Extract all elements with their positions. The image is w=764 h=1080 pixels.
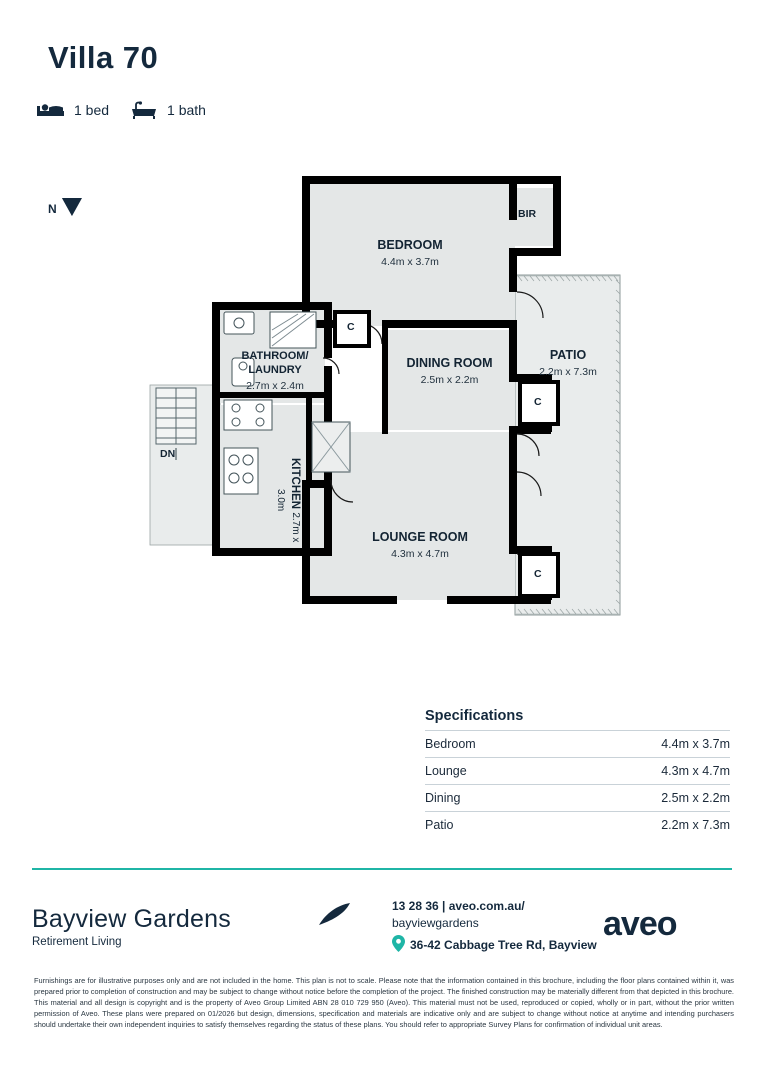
brand-tagline: Retirement Living (32, 936, 122, 948)
room-label-lounge: LOUNGE ROOM 4.3m x 4.7m (372, 530, 468, 560)
spec-row-dining (425, 784, 730, 811)
room-label-bedroom: BEDROOM 4.4m x 3.7m (377, 238, 443, 268)
room-label-bir: BIR (518, 208, 537, 220)
dining-partition (382, 326, 388, 434)
entry-path-area (150, 385, 220, 545)
floor-plan (120, 160, 640, 680)
cupboard-label-3: C (534, 568, 542, 580)
aveo-wordmark: aveo (603, 905, 677, 943)
specifications-panel (425, 708, 730, 838)
address-line (392, 935, 597, 957)
page-title: Villa 70 (48, 40, 159, 75)
bath-icon (129, 100, 159, 120)
bed-count-label: 1 bed (74, 102, 110, 118)
floor-plan-svg (120, 160, 640, 680)
cupboard-label-1: C (347, 321, 355, 333)
footer-divider (32, 868, 732, 870)
stairs (156, 388, 196, 444)
location-pin-icon (392, 935, 405, 957)
label-dn: DN (160, 448, 176, 460)
compass (48, 196, 84, 221)
disclaimer-text: Furnishings are for illustrative purposes only and are not included in the home. This plan is not to scale. Please note that the information contained in this brochure, including the floor plans contained within it, was prepared prior to completion of construction and may be subject to change without notice before the completion of the project. The finished construction may be materially different from that depicted in this brochure. This material and all design is copyright and is the property of Aveo Group Limited ABN 28 010 729 950 (Aveo). This material must not be used, reproduced or copied, wholly or in part, without the prior written permission of Aveo. These plans were prepared on 01/2026 but design, dimensions, specification and materials are indicative only and are subject to change without notice at anytime and intending purchasers should undertake their own independent inquiries to satisfy themselves regarding the status of these plans. You should refer to appropriate Survey Plans for confirmation of individual unit areas. (34, 976, 734, 1030)
cupboard-label-2: C (534, 396, 542, 408)
property-summary (36, 100, 218, 120)
spec-label: Dining (425, 791, 461, 805)
bayview-gardens-logo (32, 905, 362, 948)
spec-label: Patio (425, 818, 454, 832)
specifications-heading: Specifications (425, 708, 524, 724)
contact-block (392, 898, 597, 957)
spec-row-lounge (425, 757, 730, 784)
spec-value: 2.5m x 2.2m (661, 791, 730, 805)
spec-label: Lounge (425, 764, 467, 778)
aveo-logo (603, 905, 677, 944)
bed-icon (36, 100, 66, 120)
phone-website[interactable]: 13 28 36 | aveo.com.au/ (392, 899, 525, 913)
north-arrow-icon (60, 196, 84, 221)
spec-value: 2.2m x 7.3m (661, 818, 730, 832)
room-label-bathroom-laundry: BATHROOM/ LAUNDRY 2.7m x 2.4m (241, 350, 309, 392)
brand-name: Bayview Gardens (32, 905, 231, 933)
spec-row-bedroom (425, 730, 730, 757)
spec-value: 4.3m x 4.7m (661, 764, 730, 778)
bath-count-label: 1 bath (167, 102, 206, 118)
room-label-patio: PATIO 2.2m x 7.3m (539, 348, 597, 378)
spec-label: Bedroom (425, 737, 476, 751)
spec-value: 4.4m x 3.7m (661, 737, 730, 751)
leaf-icon (314, 901, 354, 932)
address-text: 36-42 Cabbage Tree Rd, Bayview (410, 938, 597, 953)
website-path[interactable]: bayviewgardens (392, 916, 479, 931)
compass-label: N (48, 201, 57, 216)
room-label-dining: DINING ROOM 2.5m x 2.2m (406, 356, 493, 386)
room-label-kitchen: KITCHEN 2.7m x 3.0m (274, 457, 301, 543)
spec-row-patio (425, 811, 730, 838)
